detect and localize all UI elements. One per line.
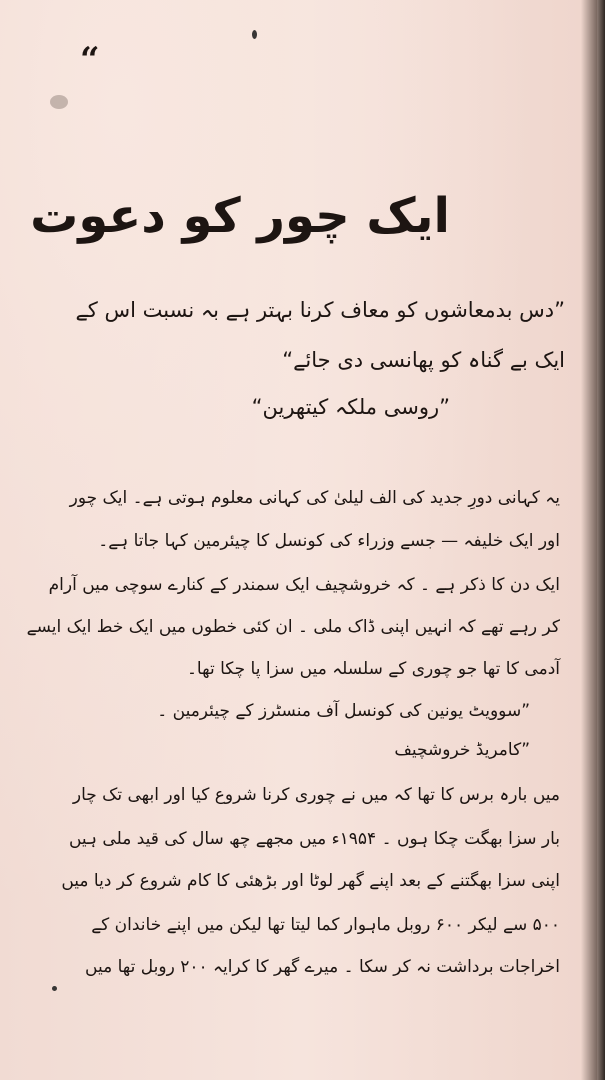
ink-dot [52, 986, 57, 991]
epigraph-attribution: ”روسی ملکہ کیتھرین“ [251, 395, 450, 419]
ink-dot [252, 30, 257, 39]
body-line: ”سوویٹ یونین کی کونسل آف منسٹرز کے چیئرمین ۔ [157, 701, 530, 721]
body-line: یہ کہانی دورِ جدید کی الف لیلیٰ کی کہانی معلوم ہوتی ہے۔ ایک چور [69, 488, 560, 508]
body-line: اور ایک خلیفہ — جسے وزراء کی کونسل کا چیئرمین کہا جاتا ہے۔ [98, 531, 560, 551]
epigraph-line-1: ”دس بدمعاشوں کو معاف کرنا بہتر ہے بہ نسبت اس کے [75, 298, 565, 322]
page-title: ایک چور کو دعوت [30, 188, 450, 244]
body-line: کر رہے تھے کہ انہیں اپنی ڈاک ملی ۔ ان کئی خطوں میں ایک خط ایک ایسے [26, 617, 560, 637]
body-line: ”کامریڈ خروشچیف [394, 740, 530, 760]
ink-spot [50, 95, 68, 109]
body-line: آدمی کا تھا جو چوری کے سلسلہ میں سزا پا چکا تھا۔ [186, 659, 560, 679]
page-binding-edge [597, 0, 605, 1080]
quote-mark: “ [80, 40, 100, 80]
body-line: ۵۰۰ سے لیکر ۶۰۰ روبل ماہوار کما لیتا تھا لیکن میں اپنے خاندان کے [91, 915, 560, 935]
epigraph-line-2: ایک بے گناہ کو پھانسی دی جائے“ [282, 348, 565, 372]
body-line: ایک دن کا ذکر ہے ۔ کہ خروشچیف ایک سمندر کے کنارے سوچی میں آرام [48, 575, 560, 595]
body-line: اپنی سزا بھگتنے کے بعد اپنے گھر لوٹا اور بڑھئی کا کام شروع کر دیا میں [61, 871, 560, 891]
body-line: اخراجات برداشت نہ کر سکا ۔ میرے گھر کا کرایہ ۲۰۰ روبل تھا میں [85, 957, 560, 977]
body-line: بار سزا بھگت چکا ہوں ۔ ۱۹۵۴ء میں مجھے چھ سال کی قید ملی ہیں [68, 829, 560, 849]
body-line: میں بارہ برس کا تھا کہ میں نے چوری کرنا شروع کیا اور ابھی تک چار [72, 785, 560, 805]
